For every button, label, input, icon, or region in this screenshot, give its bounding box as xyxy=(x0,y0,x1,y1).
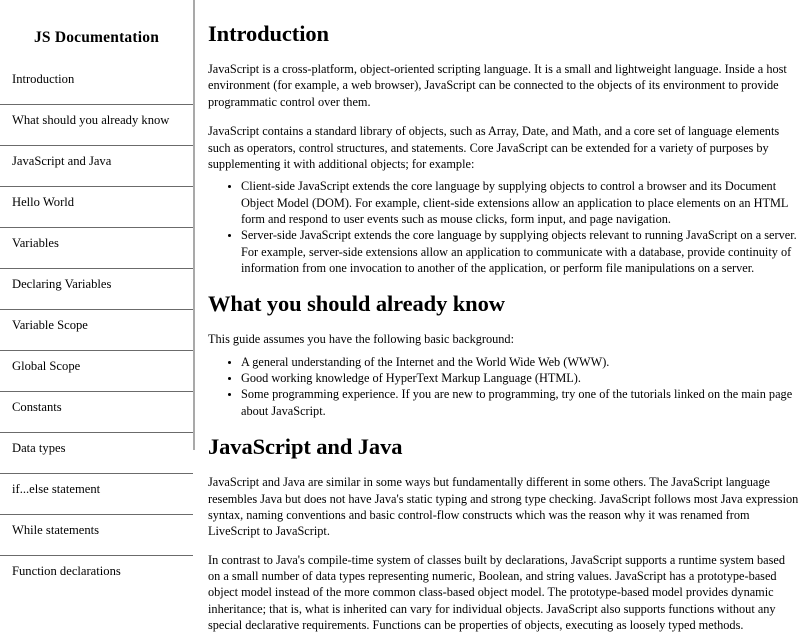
sidebar-item-declaring-variables[interactable]: Declaring Variables xyxy=(0,269,193,310)
prerequisites-bullet-list xyxy=(208,348,800,419)
main-document xyxy=(195,0,800,632)
java-comparison-paragraph-1: JavaScript and Java are similar in some ways but fundamentally different in some others. The JavaScript language resembles Java but does not have Java's static typing and strong type checking. JavaScript follows most Java expression syntax, naming conventions and basic control-flow constructs which was the reason why it was renamed from LiveScript to JavaScript. xyxy=(208,475,799,539)
sidebar-item-variables[interactable]: Variables xyxy=(0,228,193,269)
sidebar-item-javascript-and-java[interactable]: JavaScript and Java xyxy=(0,146,193,187)
sidebar-item-introduction[interactable]: Introduction xyxy=(0,64,193,105)
list-item: • Some programming experience. If you are new to programming, try one of the tutorials linked on the main page about JavaScript. xyxy=(241,386,800,419)
sidebar-title: JS Documentation xyxy=(33,29,160,46)
sidebar-navigation xyxy=(0,0,195,579)
section-introduction xyxy=(208,0,800,276)
sidebar-item-if-else-statement[interactable]: if...else statement xyxy=(0,474,193,515)
sidebar-item-list xyxy=(0,64,193,596)
sidebar-item-data-types[interactable]: Data types xyxy=(0,433,193,474)
page-title: Introduction xyxy=(208,21,329,46)
sidebar-item-hello-world[interactable]: Hello World xyxy=(0,187,193,228)
list-item: • Server-side JavaScript extends the core language by supplying objects relevant to running JavaScript on a server. For example, server-side extensions allow an application to communicate with a database, provide continuity of information from one invocation to another of the application, or perform file manipulations on a server. xyxy=(241,227,800,276)
intro-paragraph-1: JavaScript is a cross-platform, object-oriented scripting language. It is a small and lightweight language. Inside a host environment (for example, a web browser), JavaScript can be connected to the objects of its environment to provide programmatic control over them. xyxy=(208,62,787,109)
sidebar-item-what-should-you-already-know[interactable]: What should you already know xyxy=(0,105,193,146)
list-item: • A general understanding of the Internet and the World Wide Web (WWW). xyxy=(241,354,800,370)
sidebar-item-constants[interactable]: Constants xyxy=(0,392,193,433)
section-heading-javascript-and-java: JavaScript and Java xyxy=(208,434,403,460)
list-item: • Good working knowledge of HyperText Markup Language (HTML). xyxy=(241,370,800,386)
list-item: • Client-side JavaScript extends the core language by supplying objects to control a browser and its Document Object Model (DOM). For example, client-side extensions allow an application to place elements on an HTML form and respond to user events such as mouse clicks, form input, and page navigation. xyxy=(241,178,800,227)
section-javascript-and-java xyxy=(208,419,800,633)
section-heading-what-you-should-already-know: What you should already know xyxy=(208,291,505,317)
sidebar-item-variable-scope[interactable]: Variable Scope xyxy=(0,310,193,351)
sidebar-item-global-scope[interactable]: Global Scope xyxy=(0,351,193,392)
java-comparison-paragraph-2: In contrast to Java's compile-time system of classes built by declarations, JavaScript supports a runtime system based on a small number of data types representing numeric, Boolean, and string values. JavaScript has a prototype-based object model instead of the more common class-based object model. The prototype-based model provides dynamic inheritance; that is, what is inherited can vary for individual objects. JavaScript also supports functions without any special declarative requirements. Functions can be properties of objects, executing as loosely typed methods. xyxy=(208,552,785,632)
sidebar-item-while-statements[interactable]: While statements xyxy=(0,515,193,556)
intro-paragraph-2: JavaScript contains a standard library of objects, such as Array, Date, and Math, and a core set of language elements such as operators, control structures, and statements. Core JavaScript can be extended for a variety of purposes by supplementing it with additional objects; for example: xyxy=(208,124,780,171)
intro-bullet-list xyxy=(208,172,800,276)
prerequisites-intro-paragraph: This guide assumes you have the following basic background: xyxy=(208,332,514,347)
section-what-you-should-already-know xyxy=(208,276,800,419)
sidebar-item-function-declarations[interactable]: Function declarations xyxy=(12,564,121,579)
